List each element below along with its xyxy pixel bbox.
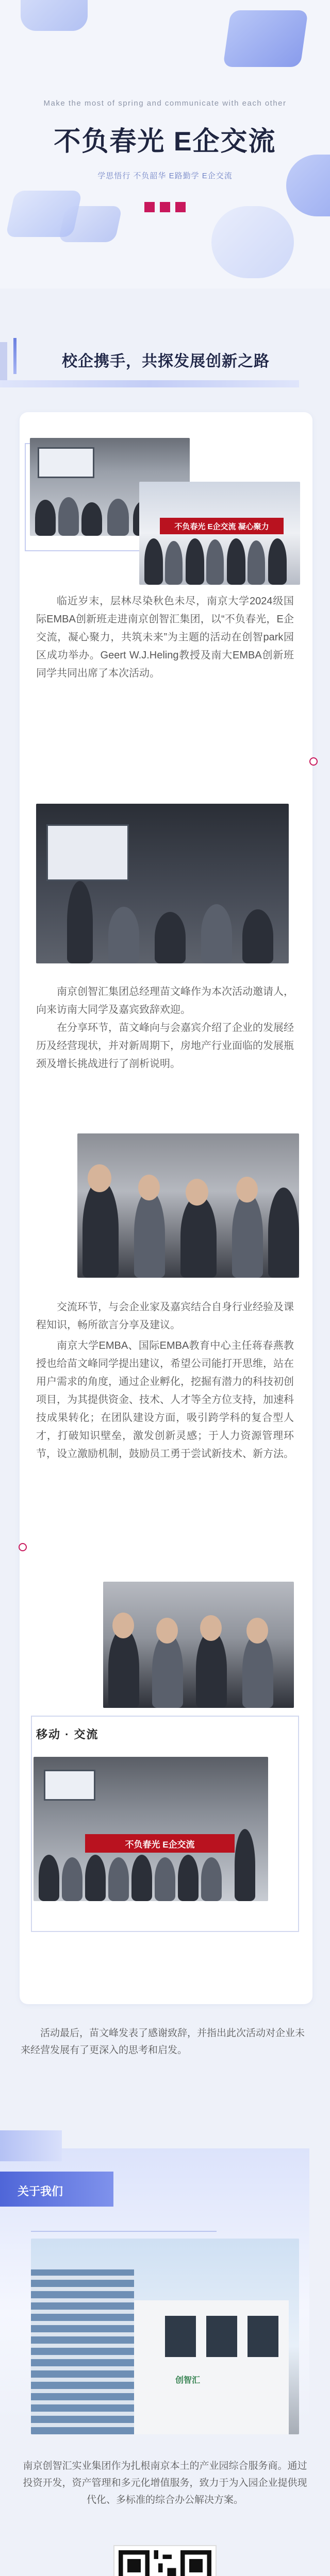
accent-dot: [19, 1543, 27, 1551]
accent-dot: [309, 757, 318, 766]
page-subtitle: 学思悟行 不负韶华 E路勤学 E企交流: [97, 172, 233, 180]
header-tagline: Make the most of spring and communicate with each other: [43, 99, 287, 108]
event-banner: 不负春光 E企交流 凝心聚力: [160, 518, 284, 534]
closing-paragraph: 活动最后，苗文峰发表了感谢致辞，并指出此次活动对企业未来经营发展有了更深入的思考和启发。: [21, 2028, 305, 2056]
decor-shape: [211, 206, 294, 278]
mobile-label: 移动 · 交流: [36, 1728, 99, 1741]
group-photo-mobile: [34, 1757, 268, 1901]
section-heading: 校企携手，共探发展创新之路: [62, 353, 270, 370]
article-paragraph: 交流环节，与会企业家及嘉宾结合自身行业经验及课程知识，畅所欲言分享及建议。: [36, 1301, 294, 1331]
event-banner: 不负春光 E企交流: [85, 1834, 235, 1853]
qr-code-icon: [119, 2550, 211, 2576]
building-sign: 创智汇: [175, 2376, 201, 2385]
decor-shape: [223, 10, 308, 67]
header: [0, 0, 330, 289]
accent-squares: [0, 202, 330, 215]
article-paragraph: 南京创智汇集团总经理苗文峰作为本次活动邀请人，向来访南大同学及嘉宾致辞欢迎。: [36, 986, 294, 1015]
presentation-photo: [36, 804, 289, 963]
about-text: 南京创智汇实业集团作为扎根南京本土的产业园综合服务商。通过投资开发，资产管理和多元化增值服务，致力于为入园企业提供现代化、多标准的综合办公解决方案。: [23, 2461, 307, 2505]
decor-shape: [0, 2130, 62, 2161]
about-label: 关于我们: [0, 2172, 113, 2207]
page-title: 不负春光 E企交流: [54, 127, 276, 157]
divider: [31, 2231, 217, 2232]
article-paragraph: 在分享环节，苗文峰向与会嘉宾介绍了企业的发展经历及经营现状，并对新周期下，房地产行业面临的发展瓶颈及增长挑战进行了剖析说明。: [36, 1022, 294, 1070]
discussion-photo: [77, 1133, 299, 1278]
article-paragraph: 临近岁末，层林尽染秋色未尽，南京大学2024级国际EMBA创新班走进南京创智汇集团，以“不负春光，E企交流，凝心聚力，共筑未来”为主题的活动在创智park园区成功举办。Geert W.J.Heling教授及南大EMBA创新班同学共同出席了本次活动。: [36, 596, 294, 679]
qr-code[interactable]: [113, 2545, 217, 2576]
building-photo: [31, 2239, 299, 2434]
guests-photo: [103, 1582, 294, 1708]
decor-shape: [21, 0, 88, 31]
section-banner: [0, 334, 330, 387]
group-photo: [139, 482, 300, 585]
article-paragraph: 南京大学EMBA、国际EMBA教育中心主任蒋春燕教授也给苗文峰同学提出建议，希望公司能打开思维，站在用户需求的角度，通过企业孵化，挖掘有潜力的科技初创项目，为其提供资金、技术、人才等全方位支持，加速科技成果转化；在团队建设方面，吸引跨学科的复合型人才，打破知识壁垒，激发创新灵感；于人力资源管理环节，设立激励机制，鼓励员工勇于尝试新技术、新方法。: [36, 1340, 294, 1460]
